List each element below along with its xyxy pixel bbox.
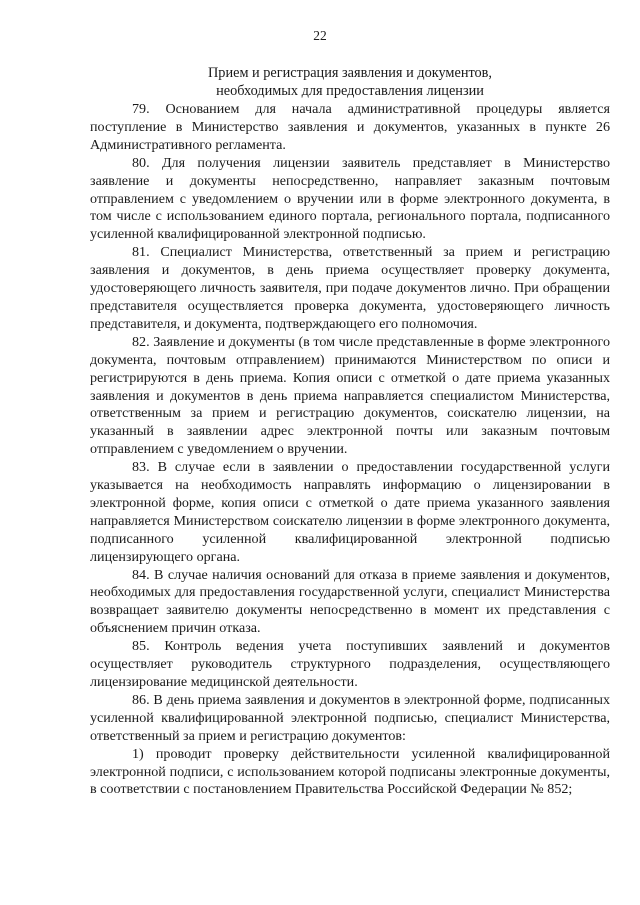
paragraph-86: 86. В день приема заявления и документов в электронной форме, подписанных усиленной квалифицированной электронной подписью, специалист Министерства, ответственный за прием и регистрацию документов: (90, 691, 610, 744)
section-heading-line-2: необходимых для предоставления лицензии (216, 83, 484, 99)
paragraph-80: 80. Для получения лицензии заявитель представляет в Министерство заявление и документы непосредственно, направляет заказным почтовым отправлением с уведомлением о вручении или в форме электронного документа, в том числе с использованием единого портала, регионального портала, подписанного усиленной квалифицированной электронной подписью. (90, 154, 610, 243)
page-number: 22 (313, 28, 327, 43)
paragraph-83: 83. В случае если в заявлении о предоставлении государственной услуги указывается на необходимость направлять информацию о лицензировании в электронной форме, копия описи с отметкой о дате приема указанного заявления направляется Министерством соискателю лицензии в форме электронного документа, подписанного усиленной квалифицированной электронной подписью лицензирующего органа. (90, 459, 610, 565)
document-body (90, 101, 610, 799)
section-heading (90, 64, 610, 100)
paragraph-84: 84. В случае наличия оснований для отказа в приеме заявления и документов, необходимых для предоставления государственной услуги, специалист Министерства возвращает заявителю документы непосредственно в момент их представления с объяснением причин отказа. (90, 566, 610, 637)
paragraph-85: 85. Контроль ведения учета поступивших заявлений и документов осуществляет руководитель структурного подразделения, осуществляющего лицензирование медицинской деятельности. (90, 638, 610, 690)
paragraph-82: 82. Заявление и документы (в том числе представленные в форме электронного документа, почтовым отправлением) принимаются Министерством по описи и регистрируются в день приема. Копия описи с отметкой о дате приема указанных заявления и документов в день приема направляется специалистом Министерства, ответственным за прием и регистрацию документов, соискателю лицензии, на указанный в заявлении адрес электронной почты или заказным почтовым отправлением с уведомлением о вручении. (90, 333, 610, 458)
paragraph-86-item-1: 1) проводит проверку действительности усиленной квалифицированной электронной подписи, с использованием которой подписаны электронные документы, в соответствии с постановлением Правительства Российской Федерации № 852; (90, 745, 610, 798)
paragraph-81: 81. Специалист Министерства, ответственный за прием и регистрацию заявления и документов, в день приема осуществляет проверку документа, удостоверяющего личность заявителя, при подаче документов лично. При обращении представителя осуществляется проверка документа, удостоверяющего личность представителя, и документа, подтверждающего его полномочия. (90, 244, 610, 332)
section-heading-line-1: Прием и регистрация заявления и документов, (207, 65, 493, 81)
paragraph-79: 79. Основанием для начала административной процедуры является поступление в Министерство заявления и документов, указанных в пункте 26 Административного регламента. (90, 101, 610, 153)
